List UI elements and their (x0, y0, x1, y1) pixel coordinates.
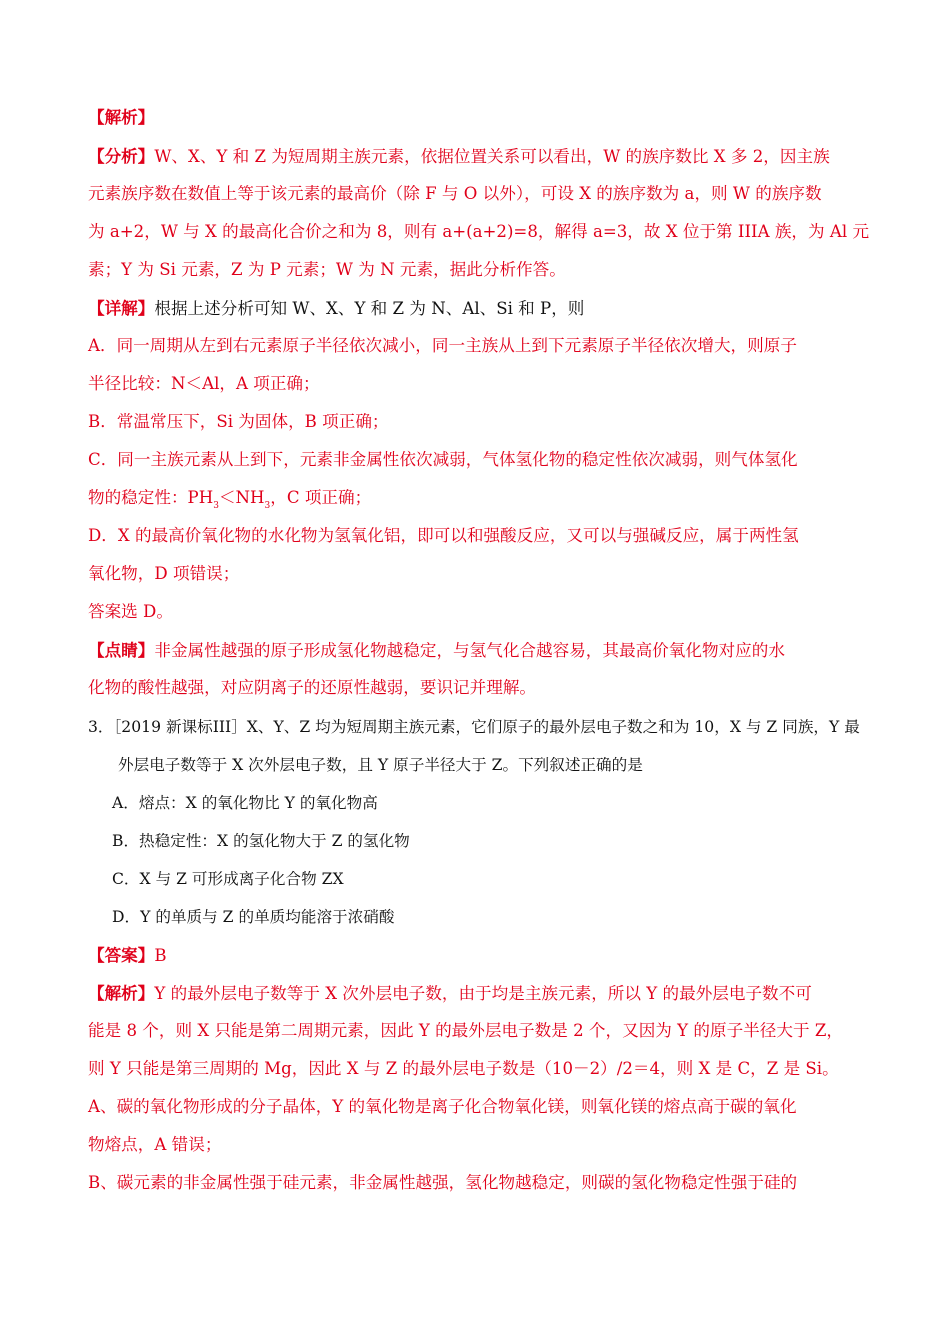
option-c: C．X 与 Z 可形成离子化合物 ZX (112, 870, 344, 888)
dianjing-tag: 【点睛】 (88, 640, 155, 660)
option-d: D．Y 的单质与 Z 的单质均能溶于浓硝酸 (112, 908, 395, 926)
dianjing-line-2: 化物的酸性越强，对应阴离子的还原性越弱，要识记并理解。 (88, 678, 537, 697)
item-d-line-1: D．X 的最高价氧化物的水化物为氢氧化铝，即可以和强酸反应，又可以与强碱反应，属于两性氢 (88, 526, 799, 545)
fenxi-text-1: W、X、Y 和 Z 为短周期主族元素，依据位置关系可以看出，W 的族序数比 X 多 2，因主族 (154, 147, 830, 166)
jiexi3-line-1 (88, 982, 812, 1005)
c2-pre: 物的稳定性：PH (88, 488, 214, 507)
item-a-line-2: 半径比较：N＜Al，A 项正确； (88, 374, 320, 393)
item-c-line-2 (88, 487, 371, 517)
c2-post: ，C 项正确； (270, 488, 372, 507)
c2-mid: ＜NH (218, 488, 265, 507)
xiangjie-text: 根据上述分析可知 W、X、Y 和 Z 为 N、Al、Si 和 P，则 (154, 299, 585, 318)
jiexi3-line-6: B、碳元素的非金属性强于硅元素，非金属性越强，氢化物越稳定，则碳的氢化物稳定性强于硅的 (88, 1173, 798, 1192)
answer3-tag: 【答案】 (88, 945, 155, 965)
answer-line: 答案选 D。 (88, 602, 173, 621)
xiangjie-line (88, 297, 584, 320)
jiexi3-line-3: 则 Y 只能是第三周期的 Mg，因此 X 与 Z 的最外层电子数是（10－2）/2＝4，则 X 是 C，Z 是 Si。 (88, 1059, 839, 1078)
fenxi-line-4: 素；Y 为 Si 元素，Z 为 P 元素；W 为 N 元素，据此分析作答。 (88, 260, 566, 279)
jiexi3-line-4: A、碳的氧化物形成的分子晶体，Y 的氧化物是离子化合物氧化镁，则氧化镁的熔点高于碳的氧化 (88, 1097, 797, 1116)
question3-line-2: 外层电子数等于 X 次外层电子数，且 Y 原子半径大于 Z。下列叙述正确的是 (118, 756, 643, 774)
item-a-line-1: A．同一周期从左到右元素原子半径依次减小，同一主族从上到下元素原子半径依次增大，则原子 (88, 336, 797, 355)
c2-sub-1: 3 (213, 501, 219, 511)
jiexi3-line-2: 能是 8 个，则 X 只能是第二周期元素，因此 Y 的最外层电子数是 2 个，又因为 Y 的原子半径大于 Z， (88, 1021, 843, 1040)
fenxi-line-1 (88, 145, 830, 168)
item-c-line-1: C．同一主族元素从上到下，元素非金属性依次减弱，气体氢化物的稳定性依次减弱，则气体氢化 (88, 450, 798, 469)
option-b: B．热稳定性：X 的氢化物大于 Z 的氢化物 (112, 832, 410, 850)
jiexi3-text-1: Y 的最外层电子数等于 X 次外层电子数，由于均是主族元素，所以 Y 的最外层电子数不可 (154, 984, 812, 1003)
fenxi-line-3: 为 a+2，W 与 X 的最高化合价之和为 8，则有 a+(a+2)=8，解得 a=3，故 X 位于第 IIIA 族，为 Al 元 (88, 222, 870, 241)
dianjing-text-1: 非金属性越强的原子形成氢化物越稳定，与氢气化合越容易，其最高价氧化物对应的水 (154, 641, 785, 660)
jiexi3-tag: 【解析】 (88, 983, 155, 1003)
option-a: A．熔点：X 的氧化物比 Y 的氧化物高 (112, 794, 378, 812)
c2-sub-2: 3 (264, 501, 271, 511)
jiexi3-line-5: 物熔点，A 错误； (88, 1135, 222, 1154)
question3-line-1: 3．［2019 新课标III］X、Y、Z 均为短周期主族元素，它们原子的最外层电子数之和为 10，X 与 Z 同族，Y 最 (88, 718, 860, 736)
item-d-line-2: 氧化物，D 项错误； (88, 564, 240, 583)
dianjing-line-1 (88, 639, 785, 662)
fenxi-line-2: 元素族序数在数值上等于该元素的最高价（除 F 与 O 以外），可设 X 的族序数为 a，则 W 的族序数 (88, 184, 822, 203)
answer3-line (88, 944, 167, 967)
answer3-value: B (154, 946, 167, 965)
analysis-header: 【解析】 (88, 107, 155, 127)
fenxi-tag: 【分析】 (88, 146, 155, 166)
item-b-line-1: B．常温常压下，Si 为固体，B 项正确； (88, 412, 389, 431)
xiangjie-tag: 【详解】 (88, 298, 155, 318)
